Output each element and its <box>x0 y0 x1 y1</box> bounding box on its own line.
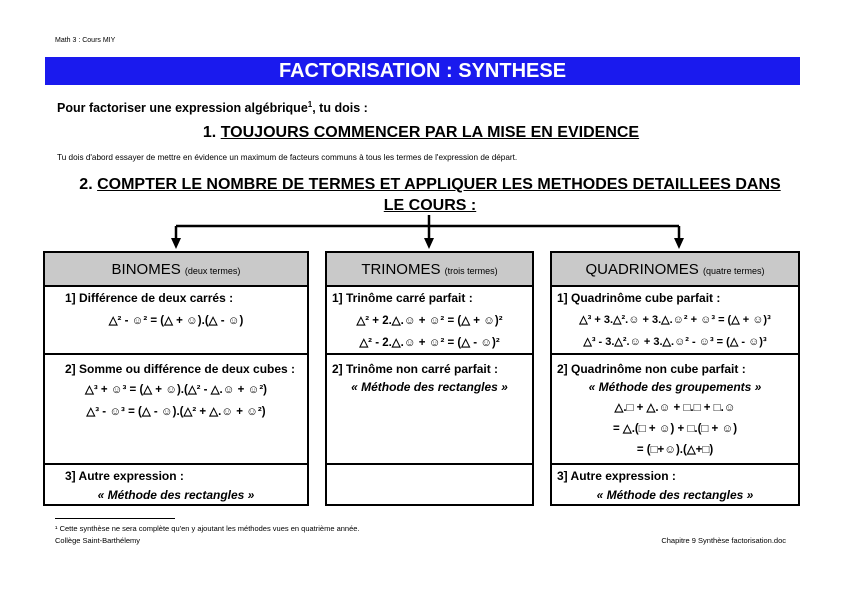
binomes-label-2: 2] Somme ou différence de deux cubes : <box>65 362 296 376</box>
step2-number: 2. <box>79 176 98 193</box>
trinomes-subtitle: (trois termes) <box>444 266 498 276</box>
quadrinomes-method-2: « Méthode des rectangles » <box>596 488 754 502</box>
binomes-box <box>43 251 309 506</box>
quadrinomes-label-2: 2] Quadrinôme non cube parfait : <box>557 362 746 376</box>
binomes-label-1: 1] Différence de deux carrés : <box>65 291 234 305</box>
quadrinomes-formula-3: △.□ + △.☺ + □.□ + □.☺ <box>614 402 736 414</box>
binomes-title: BINOMES <box>111 261 181 278</box>
divider <box>45 463 307 465</box>
trinomes-box <box>325 251 534 506</box>
divider <box>552 353 798 355</box>
trinomes-label-2: 2] Trinôme non carré parfait : <box>332 362 499 376</box>
quadrinomes-box <box>550 251 800 506</box>
quadrinomes-formula-1: △³ + 3.△².☺ + 3.△.☺² + ☺³ = (△ + ☺)³ <box>579 314 771 326</box>
trinomes-formula-1: △² + 2.△.☺ + ☺² = (△ + ☺)² <box>356 315 503 327</box>
step1-number: 1. <box>202 124 221 141</box>
footnote-rule <box>55 518 175 519</box>
trinomes-method: « Méthode des rectangles » <box>351 380 508 394</box>
divider <box>327 463 532 465</box>
binomes-formula-2: △³ + ☺³ = (△ + ☺).(△² - △.☺ + ☺²) <box>84 384 267 396</box>
step2-line2: LE COURS : <box>383 197 477 214</box>
binomes-formula-3: △³ - ☺³ = (△ - ☺).(△² + △.☺ + ☺²) <box>86 406 266 418</box>
binomes-label-3: 3] Autre expression : <box>65 469 184 483</box>
footnote: ¹ Cette synthèse ne sera complète qu'en y ajoutant les méthodes vues en quatrième année. <box>55 524 360 533</box>
page-title: FACTORISATION : SYNTHESE <box>45 57 800 85</box>
quadrinomes-formula-4: = △.(□ + ☺) + □.(□ + ☺) <box>612 423 738 435</box>
divider <box>327 353 532 355</box>
binomes-method: « Méthode des rectangles » <box>97 488 255 502</box>
quadrinomes-title: QUADRINOMES <box>585 261 699 278</box>
quadrinomes-label-3: 3] Autre expression : <box>557 469 676 483</box>
quadrinomes-method-1: « Méthode des groupements » <box>588 380 762 394</box>
footer-school: Collège Saint-Barthélemy <box>55 536 141 545</box>
trinomes-label-1: 1] Trinôme carré parfait : <box>332 291 473 305</box>
binomes-subtitle: (deux termes) <box>184 266 241 276</box>
quadrinomes-formula-2: △³ - 3.△².☺ + 3.△.☺² - ☺³ = (△ - ☺)³ <box>583 336 767 348</box>
binomes-formula-1: △² - ☺² = (△ + ☺).(△ - ☺) <box>108 315 244 327</box>
quadrinomes-label-1: 1] Quadrinôme cube parfait : <box>557 291 721 305</box>
quadrinomes-formula-5: = (□+☺).(△+□) <box>636 444 714 456</box>
quadrinomes-subtitle: (quatre termes) <box>702 266 765 276</box>
intro-main: Pour factoriser une expression algébrique <box>57 101 308 116</box>
quadrinomes-header <box>552 253 798 287</box>
step2-line1: COMPTER LE NOMBRE DE TERMES ET APPLIQUER LES METHODES DETAILLEES DANS <box>97 176 781 193</box>
divider <box>45 353 307 355</box>
binomes-header <box>45 253 307 287</box>
course-header: Math 3 : Cours MIY <box>55 37 116 44</box>
step1-note: Tu dois d'abord essayer de mettre en évidence un maximum de facteurs communs à tous les termes de l'expression de départ. <box>57 153 518 162</box>
trinomes-title: TRINOMES <box>361 261 441 278</box>
intro-tail: , tu dois : <box>312 101 368 116</box>
footer-file: Chapitre 9 Synthèse factorisation.doc <box>661 536 786 545</box>
divider <box>552 463 798 465</box>
trinomes-formula-2: △² - 2.△.☺ + ☺² = (△ - ☺)² <box>359 337 500 349</box>
step1-text: TOUJOURS COMMENCER PAR LA MISE EN EVIDENCE <box>220 124 640 141</box>
footnote-ref: 1 <box>307 100 313 109</box>
trinomes-header <box>327 253 532 287</box>
